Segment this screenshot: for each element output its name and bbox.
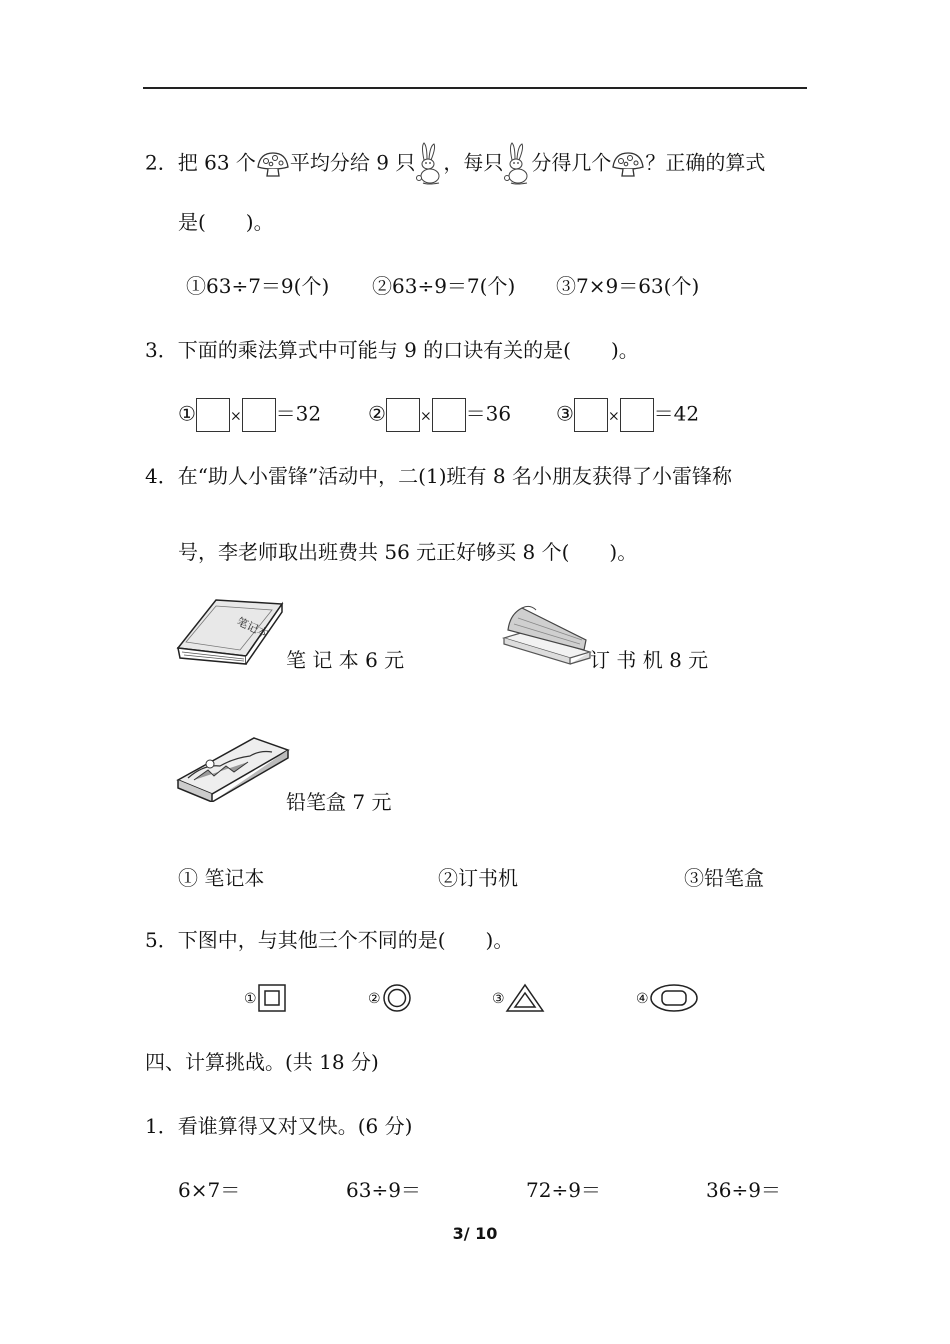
nested-circles-icon [381,983,413,1013]
nested-triangles-icon [505,983,545,1013]
q2-option-3: ③7×9＝63(个) [556,274,700,298]
q5-option-2: ② [368,982,413,1013]
calc-1: 6×7＝ [178,1178,241,1202]
q4-option-2: ②订书机 [438,866,518,890]
q3-number: 3． [145,338,178,362]
q2-option-2: ②63÷9＝7(个) [372,274,516,298]
calc-2: 63÷9＝ [346,1178,421,1202]
q2-line-2: 是( )。 [178,210,274,234]
answer-box[interactable] [386,398,420,432]
header-rule [143,87,807,89]
stapler-price: 订 书 机 8 元 [590,648,709,672]
s4q1-line: 1．看谁算得又对又快。(6 分) [145,1114,413,1138]
q4-option-3: ③铅笔盒 [684,866,764,890]
mushroom-icon [256,151,290,177]
q5-option-3: ③ [492,982,545,1013]
q5-option-4: ④ [636,982,699,1013]
answer-box[interactable] [574,398,608,432]
q4-line-1: 4．在“助人小雷锋”活动中，二(1)班有 8 名小朋友获得了小雷锋称 [145,464,732,488]
answer-box[interactable] [432,398,466,432]
answer-box[interactable] [242,398,276,432]
q2-option-1: ①63÷7＝9(个) [186,274,330,298]
q5-number: 5． [145,928,178,952]
notebook-cover-text: 笔记本 [234,614,271,641]
q5-option-1: ① [244,982,287,1013]
q3-option-3: ③ × ＝42 [556,398,699,432]
pencil-case-price: 铅笔盒 7 元 [286,790,392,814]
mushroom-icon [611,151,645,177]
stapler-image [500,600,592,666]
rabbit-icon [503,142,531,186]
q4-option-1: ① 笔记本 [178,866,265,890]
q3-option-1: ① × ＝32 [178,398,321,432]
calc-3: 72÷9＝ [526,1178,601,1202]
answer-box[interactable] [620,398,654,432]
q2-line-1: 2．把 63 个 平均分给 9 只 ，每只 分得几个 ？正确的算式 [145,142,765,186]
oval-rounded-rect-icon [649,983,699,1013]
notebook-image [176,598,284,666]
q4-line-2: 号，李老师取出班费共 56 元正好够买 8 个( )。 [178,540,638,564]
q2-number: 2． [145,150,178,175]
q3-line: 3．下面的乘法算式中可能与 9 的口诀有关的是( )。 [145,338,639,362]
rabbit-icon [415,142,443,186]
q3-option-2: ② × ＝36 [368,398,511,432]
pencil-case-image [174,736,290,802]
calc-4: 36÷9＝ [706,1178,781,1202]
nested-squares-icon [257,983,287,1013]
answer-box[interactable] [196,398,230,432]
section-4-title: 四、计算挑战。(共 18 分) [145,1050,379,1074]
s4q1-number: 1． [145,1114,178,1138]
q5-line: 5．下图中，与其他三个不同的是( )。 [145,928,514,952]
q4-number: 4． [145,464,178,488]
notebook-price: 笔 记 本 6 元 [286,648,405,672]
page-number: 3/ 10 [452,1224,498,1243]
